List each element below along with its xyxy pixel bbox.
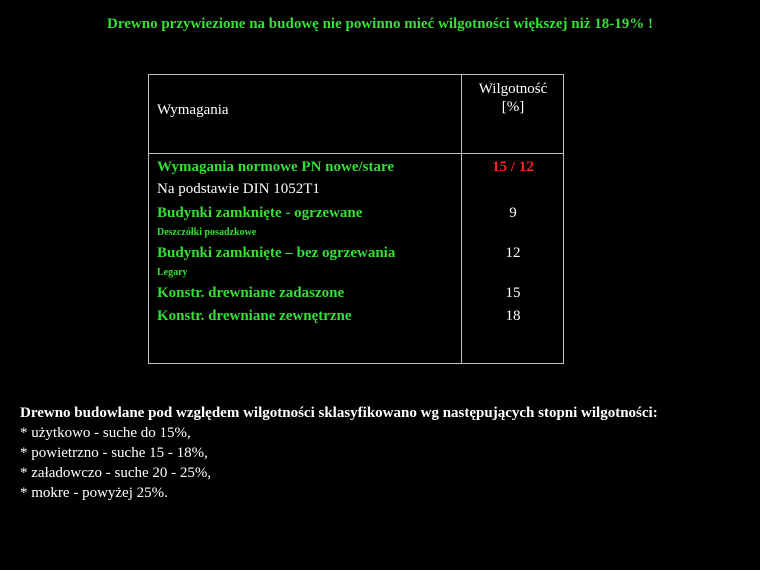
header-moisture xyxy=(462,80,564,116)
classification-heading: Drewno budowlane pod względem wilgotności sklasyfikowano wg następujących stopni wilgotności: xyxy=(20,405,658,421)
row-label-floorboards: Deszczółki posadzkowe xyxy=(157,227,257,238)
row-label-heated: Budynki zamknięte - ogrzewane xyxy=(157,205,363,221)
header-moisture-label: Wilgotność xyxy=(478,81,548,97)
header-moisture-unit: [%] xyxy=(501,99,525,115)
header-requirements: Wymagania xyxy=(157,102,229,118)
row-label-din: Na podstawie DIN 1052T1 xyxy=(157,181,320,197)
row-label-covered: Konstr. drewniane zadaszone xyxy=(157,285,345,301)
table-header-divider xyxy=(149,153,563,154)
classification-item: * mokre - powyżej 25%. xyxy=(20,485,168,501)
classification-block xyxy=(20,403,658,503)
row-value-covered: 15 xyxy=(505,285,521,301)
row-label-unheated: Budynki zamknięte – bez ogrzewania xyxy=(157,245,396,261)
page-title: Drewno przywiezione na budowę nie powinno mieć wilgotności większej niż 18-19% ! xyxy=(107,16,653,32)
classification-item: * użytkowo - suche do 15%, xyxy=(20,425,191,441)
row-value-heated: 9 xyxy=(509,205,517,221)
row-value-norm: 15 / 12 xyxy=(492,159,534,175)
classification-item: * powietrzno - suche 15 - 18%, xyxy=(20,445,208,461)
requirements-table xyxy=(148,74,564,364)
row-label-norm: Wymagania normowe PN nowe/stare xyxy=(157,159,395,175)
row-value-exterior: 18 xyxy=(505,308,521,324)
row-label-joists: Legary xyxy=(157,267,188,278)
row-label-exterior: Konstr. drewniane zewnętrzne xyxy=(157,308,352,324)
classification-item: * załadowczo - suche 20 - 25%, xyxy=(20,465,212,481)
row-value-unheated: 12 xyxy=(505,245,521,261)
